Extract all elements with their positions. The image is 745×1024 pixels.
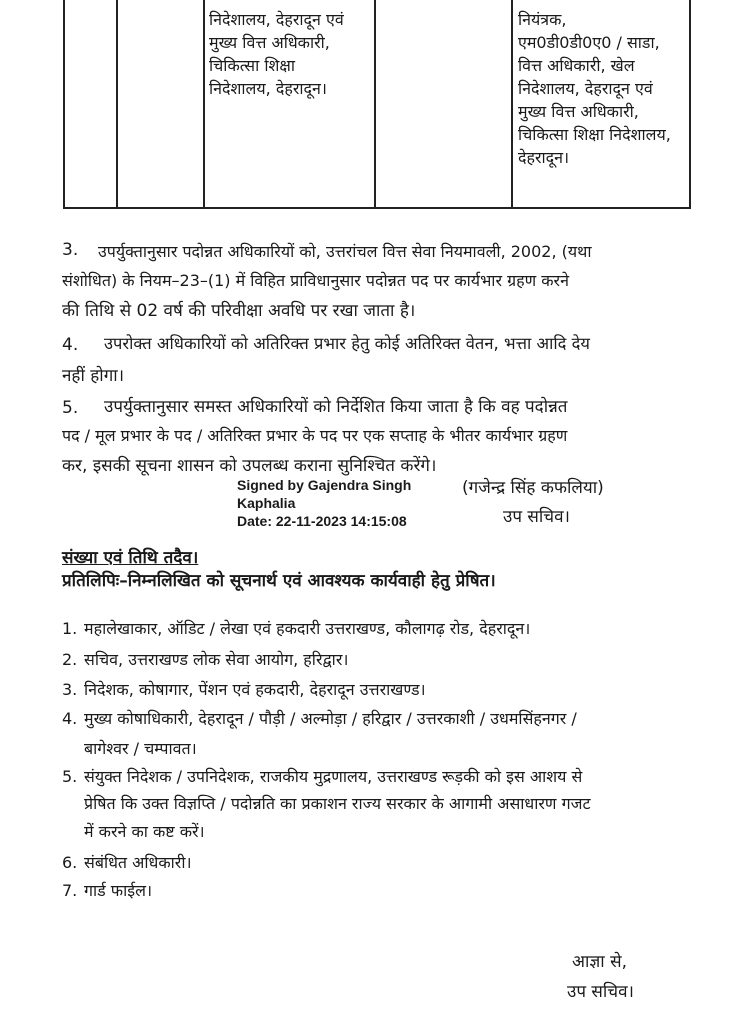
list-item-text: प्रेषित कि उक्त विज्ञप्ति / पदोन्नति का प्रकाशन राज्य सरकार के आगामी असाधारण गजट bbox=[84, 794, 591, 813]
table-cell-line: एम0डी0डी0ए0 / साडा, bbox=[518, 33, 660, 52]
paragraph-line: संशोधित) के नियम–23–(1) में विहित प्राविधानुसार पदोन्नत पद पर कार्यभार ग्रहण करने bbox=[62, 271, 569, 290]
list-item-text: निदेशक, कोषागार, पेंशन एवं हकदारी, देहरादून उत्तराखण्ड। bbox=[84, 680, 426, 699]
table-col-divider-1 bbox=[116, 0, 118, 208]
table-cell-line: मुख्य वित्त अधिकारी, bbox=[518, 102, 639, 121]
table-cell-line: मुख्य वित्त अधिकारी, bbox=[209, 33, 330, 52]
table-cell-line: देहरादून। bbox=[518, 148, 570, 167]
paragraph-line: कर, इसकी सूचना शासन को उपलब्ध कराना सुनिश्चित करेंगे। bbox=[62, 456, 437, 476]
table-cell-line: चिकित्सा शिक्षा निदेशालय, bbox=[518, 125, 671, 144]
closing-designation: उप सचिव। bbox=[567, 982, 634, 1002]
table-cell-line: वित्त अधिकारी, खेल bbox=[518, 56, 635, 75]
list-item-continuation bbox=[84, 737, 197, 759]
list-item bbox=[62, 707, 577, 729]
digital-signature-line: Signed by Gajendra Singh bbox=[237, 477, 412, 493]
list-item-continuation bbox=[84, 792, 591, 814]
paragraph-line: उपर्युक्तानुसार पदोन्नत अधिकारियों को, उत्तरांचल वित्त सेवा नियमावली, 2002, (यथा bbox=[98, 242, 592, 261]
signatory-name: (गजेन्द्र सिंह कफलिया) bbox=[462, 478, 604, 498]
list-item-number: 1. bbox=[62, 619, 78, 638]
list-item bbox=[62, 879, 152, 901]
paragraph-number: 4. bbox=[62, 335, 79, 355]
list-item-number: 5. bbox=[62, 767, 78, 786]
table-cell-line: निदेशालय, देहरादून। bbox=[209, 79, 327, 98]
paragraph-line: पद / मूल प्रभार के पद / अतिरिक्त प्रभार के पद पर एक सप्ताह के भीतर कार्यभार ग्रहण bbox=[62, 426, 568, 445]
list-item-number: 2. bbox=[62, 650, 78, 669]
list-item-text: सचिव, उत्तराखण्ड लोक सेवा आयोग, हरिद्वार। bbox=[84, 650, 349, 669]
table-cell-col3 bbox=[209, 8, 371, 100]
paragraph-line: उपर्युक्तानुसार समस्त अधिकारियों को निर्देशित किया जाता है कि वह पदोन्नत bbox=[104, 397, 568, 417]
list-item-text: संयुक्त निदेशक / उपनिदेशक, राजकीय मुद्रणालय, उत्तराखण्ड रूड़की को इस आशय से bbox=[84, 767, 583, 786]
list-item bbox=[62, 765, 582, 787]
paragraph-number: 5. bbox=[62, 398, 79, 418]
number-and-date: संख्या एवं तिथि तदैव। bbox=[62, 548, 199, 568]
list-item-text: महालेखाकार, ऑडिट / लेखा एवं हकदारी उत्तराखण्ड, कौलागढ़ रोड, देहरादून। bbox=[84, 619, 531, 638]
table-cell-line: नियंत्रक, bbox=[518, 10, 567, 29]
table-cell-line: निदेशालय, देहरादून एवं bbox=[209, 10, 344, 29]
list-item-number: 6. bbox=[62, 853, 78, 872]
paragraph-line: नहीं होगा। bbox=[62, 366, 125, 386]
list-item-text: में करने का कष्ट करें। bbox=[84, 822, 205, 841]
table-cell-line: चिकित्सा शिक्षा bbox=[209, 56, 295, 75]
table-left-border bbox=[63, 0, 65, 208]
list-item-number: 3. bbox=[62, 680, 78, 699]
paragraph-line: की तिथि से 02 वर्ष की परिवीक्षा अवधि पर रखा जाता है। bbox=[62, 301, 416, 321]
digital-signature-line: Kaphalia bbox=[237, 495, 296, 511]
list-item bbox=[62, 678, 426, 700]
list-item-text: गार्ड फाईल। bbox=[84, 881, 153, 900]
list-item-text: संबंधित अधिकारी। bbox=[84, 853, 192, 872]
list-item bbox=[62, 617, 530, 639]
table-col-divider-4 bbox=[511, 0, 513, 208]
list-item-text: बागेश्वर / चम्पावत। bbox=[84, 739, 197, 758]
digital-signature-date: Date: 22-11-2023 14:15:08 bbox=[237, 513, 407, 529]
digital-signature bbox=[237, 476, 411, 530]
list-item-continuation bbox=[84, 820, 205, 842]
table-col-divider-3 bbox=[374, 0, 376, 208]
signatory-designation: उप सचिव। bbox=[503, 507, 570, 527]
paragraph-number: 3. bbox=[62, 240, 79, 260]
copy-to-heading: प्रतिलिपिः–निम्नलिखित को सूचनार्थ एवं आवश्यक कार्यवाही हेतु प्रेषित। bbox=[62, 571, 496, 591]
list-item-number: 7. bbox=[62, 881, 78, 900]
list-item bbox=[62, 851, 192, 873]
table-bottom-border bbox=[63, 207, 691, 209]
list-item-text: मुख्य कोषाधिकारी, देहरादून / पौड़ी / अल्मोड़ा / हरिद्वार / उत्तरकाशी / उधमसिंहनगर / bbox=[84, 709, 577, 728]
list-item-number: 4. bbox=[62, 709, 78, 728]
list-item bbox=[62, 648, 348, 670]
table-cell-line: निदेशालय, देहरादून एवं bbox=[518, 79, 653, 98]
by-order-text: आज्ञा से, bbox=[572, 952, 627, 972]
table-right-border bbox=[689, 0, 691, 208]
table-col-divider-2 bbox=[203, 0, 205, 208]
paragraph-line: उपरोक्त अधिकारियों को अतिरिक्त प्रभार हेतु कोई अतिरिक्त वेतन, भत्ता आदि देय bbox=[104, 334, 590, 353]
table-cell-col4 bbox=[518, 8, 686, 169]
